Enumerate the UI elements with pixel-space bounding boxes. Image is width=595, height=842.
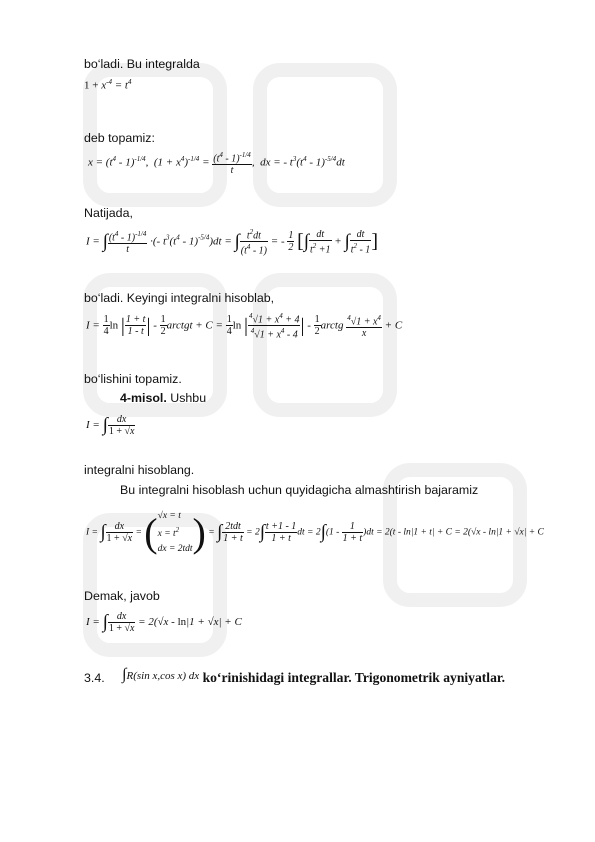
- section-number: 3.4.: [84, 671, 105, 685]
- section-heading: [84, 666, 505, 686]
- example-rest: Ushbu: [166, 391, 207, 405]
- formula-answer: I = ∫ $\frac{dx}{1 + √x}$ = 2(√x - ln|1 + √x| + C: [86, 611, 242, 634]
- text-line-7: Bu integralni hisoblash uchun quyidagicha almashtirish bajaramiz: [120, 483, 479, 497]
- formula-result-1: I = $\frac{1}{4}$ ln | $\frac{1 + t}{1 - t}$ | - $\frac{1}{2}$ arctgt + C = $\frac{1}{4}$ ln | $\frac{^4√1 + x^4 + 4}{^4√1 + x^4 - 4}$ | - $\frac{1}{2}$ arctg $\frac{^4√1 + x^4}{x}$ + C: [86, 312, 403, 341]
- text-line-2: deb topamiz:: [84, 131, 155, 145]
- text-line-1: bo‘ladi. Bu integralda: [84, 57, 200, 71]
- formula-substitution: $1 + x^{-4} = t^4$: [84, 78, 132, 92]
- example-heading: [120, 391, 206, 405]
- section-integral-form: ∫R(sin x,cos x) dx: [122, 666, 200, 683]
- text-line-4: bo‘ladi. Keyingi integralni hisoblab,: [84, 291, 275, 305]
- text-line-8: Demak, javob: [84, 589, 160, 603]
- formula-integral-I: I = ∫ $\frac{(t^4 - 1)^{-1/4}}{t}$ ·(- $t^3(t^4 - 1)^{-5/4})dt$ = ∫ $\frac{t^2dt}{(t^4 - 1)}$ = - $\frac{1}{2}$ [∫ $\frac{dt}{t^2 +1}$ + ∫ $\frac{dt}{t^2 - 1}$ ]: [86, 228, 378, 257]
- example-label: 4-misol.: [120, 391, 167, 405]
- formula-substitution-solution: I = ∫ $\frac{dx}{1 + √x}$ = (√x = t $x = t^2$ dx = 2tdt) = ∫ $\frac{\text{2tdt}}{1 + t}$ = 2∫ $\frac{t +1 - 1}{1 + t}$ dt = 2∫(1 - $\frac{1}{1 + t}$ )dt = 2(t - ln|1 + t| + C = 2(√x - ln|1 + √x| + C: [86, 510, 544, 555]
- text-line-6: integralni hisoblang.: [84, 463, 195, 477]
- formula-example-integral: I = ∫ $\frac{dx}{1 + √x}$: [86, 414, 135, 437]
- section-title: ko‘rinishidagi integrallar. Trigonometrik ayniyatlar.: [202, 670, 506, 685]
- text-line-3: Natijada,: [84, 206, 133, 220]
- text-line-5: bo‘lishini topamiz.: [84, 372, 182, 386]
- formula-x-dx: $x = (t^4 - 1)^{-1/4}$, $(1 + x^4)^{-1/4}$ = $\frac{(t^4 - 1)^{-1/4}}{t}$ , dx = - $t^3(t^4 - 1)^{-5/4}dt$: [88, 151, 345, 177]
